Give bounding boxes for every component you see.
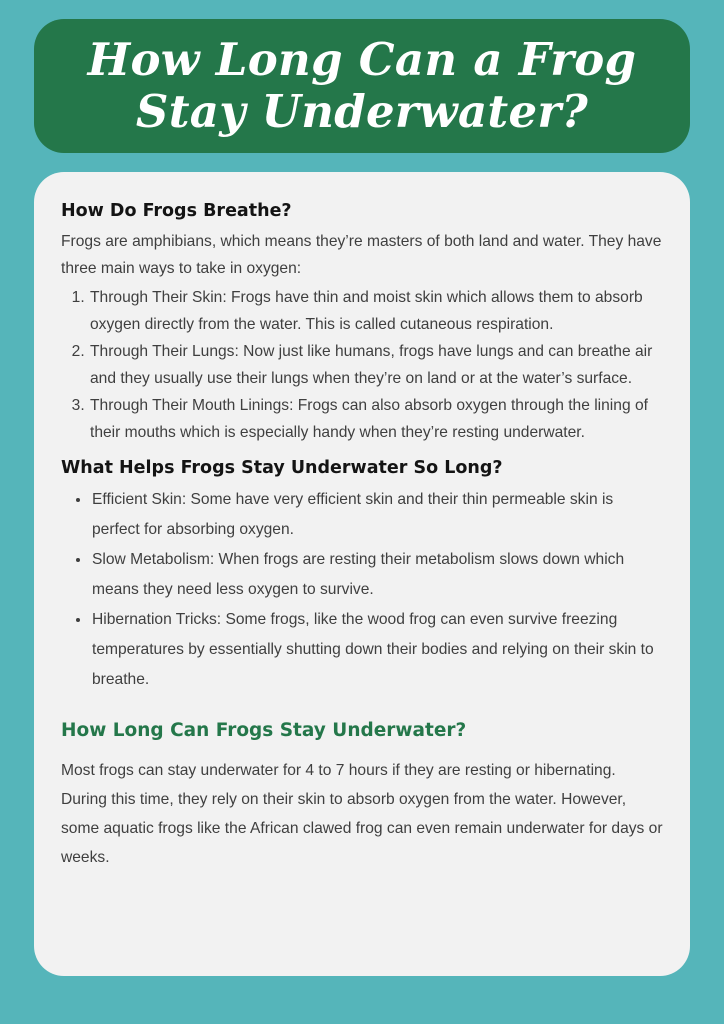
section-heading-breathe: How Do Frogs Breathe? bbox=[61, 201, 292, 221]
list-item: 1. Through Their Skin: Frogs have thin and moist skin which allows them to absorb oxygen directly from the water. This is called cutaneous respiration. bbox=[89, 284, 664, 338]
adaptations-list bbox=[61, 485, 664, 695]
content-card bbox=[34, 172, 690, 976]
section-heading-helps: What Helps Frogs Stay Underwater So Long? bbox=[61, 458, 503, 478]
section-heading-duration: How Long Can Frogs Stay Underwater? bbox=[61, 720, 467, 741]
list-item: 3. Through Their Mouth Linings: Frogs can also absorb oxygen through the lining of their mouths which is especially handy when they’re resting underwater. bbox=[89, 392, 664, 446]
breathing-methods-list bbox=[61, 284, 664, 446]
list-item: • Slow Metabolism: When frogs are resting their metabolism slows down which means they need less oxygen to survive. bbox=[91, 545, 664, 605]
list-item: • Hibernation Tricks: Some frogs, like the wood frog can even survive freezing temperatures by essentially shutting down their bodies and relying on their skin to breathe. bbox=[91, 605, 664, 695]
list-item: 2. Through Their Lungs: Now just like humans, frogs have lungs and can breathe air and they usually use their lungs when they’re on land or at the water’s surface. bbox=[89, 338, 664, 392]
duration-text: Most frogs can stay underwater for 4 to 7 hours if they are resting or hibernating. During this time, they rely on their skin to absorb oxygen from the water. However, some aquatic frogs like the African clawed frog can even remain underwater for days or weeks. bbox=[61, 762, 663, 866]
breathe-intro-text: Frogs are amphibians, which means they’re masters of both land and water. They have three main ways to take in oxygen: bbox=[61, 233, 662, 277]
title-banner bbox=[34, 19, 690, 153]
page-title: How Long Can a Frog Stay Underwater? bbox=[87, 33, 637, 138]
list-item: • Efficient Skin: Some have very efficient skin and their thin permeable skin is perfect for absorbing oxygen. bbox=[91, 485, 664, 545]
